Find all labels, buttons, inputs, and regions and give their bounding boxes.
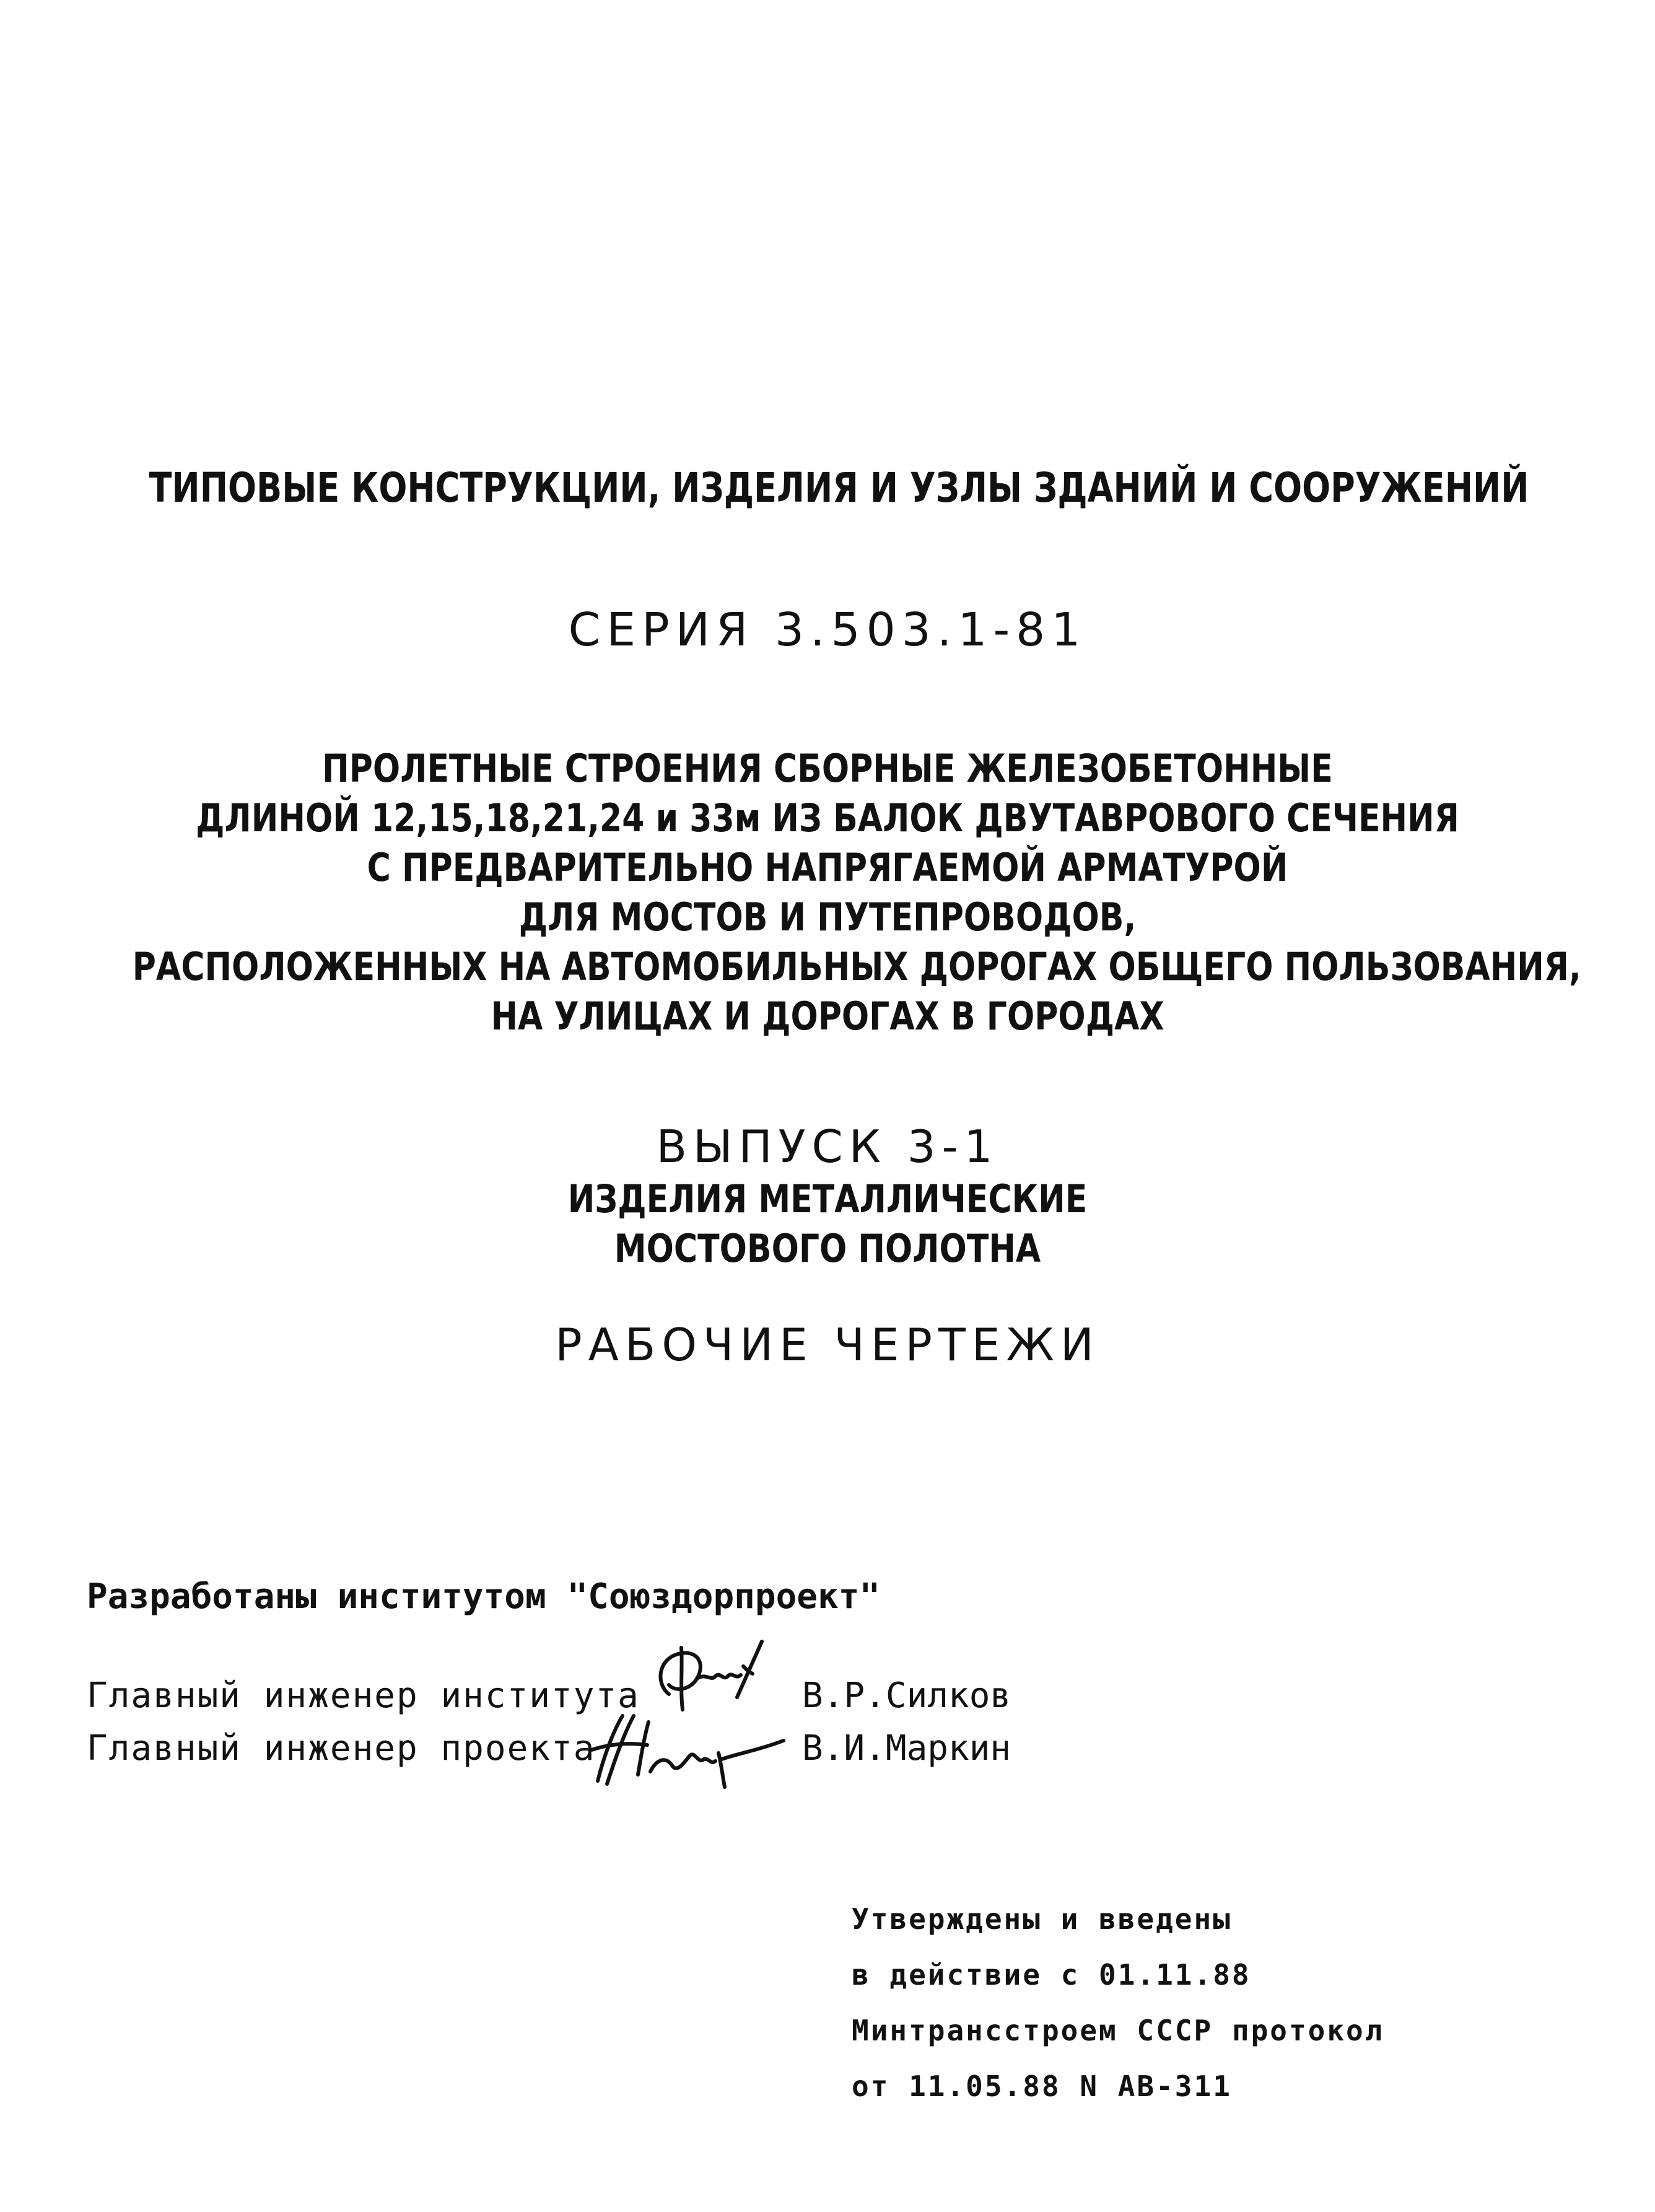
- description-line: ПРОЛЕТНЫЕ СТРОЕНИЯ СБОРНЫЕ ЖЕЛЕЗОБЕТОННЫЕ: [322, 746, 1333, 791]
- developed-by: Разработаны институтом "Союздорпроект": [87, 1576, 881, 1617]
- chief-engineer-project-name: В.И.Маркин: [802, 1728, 1011, 1768]
- document-type: РАБОЧИЕ ЧЕРТЕЖИ: [555, 1319, 1100, 1371]
- issue-title: ВЫПУСК 3-1: [656, 1121, 999, 1173]
- approval-line: Утверждены и введены: [852, 1902, 1232, 1936]
- description-line: РАСПОЛОЖЕННЫХ НА АВТОМОБИЛЬНЫХ ДОРОГАХ ОБЩЕГО ПОЛЬЗОВАНИЯ,: [132, 944, 1581, 989]
- series-code: СЕРИЯ 3.503.1-81: [568, 603, 1087, 657]
- chief-engineer-project-label: Главный инженер проекта: [87, 1728, 596, 1768]
- signature-markin: [579, 1707, 796, 1793]
- approval-line: в действие с 01.11.88: [852, 1958, 1251, 1991]
- description-line: ДЛЯ МОСТОВ И ПУТЕПРОВОДОВ,: [518, 894, 1137, 940]
- description-line: НА УЛИЦАХ И ДОРОГАХ В ГОРОДАХ: [491, 994, 1164, 1039]
- issue-subtitle-line: МОСТОВОГО ПОЛОТНА: [614, 1226, 1041, 1271]
- approval-line: Минтрансстроем СССР протокол: [852, 2014, 1384, 2047]
- chief-engineer-institute-name: В.Р.Силков: [802, 1676, 1011, 1716]
- series-title: ТИПОВЫЕ КОНСТРУКЦИИ, ИЗДЕЛИЯ И УЗЛЫ ЗДАНИЙ И СООРУЖЕНИЙ: [149, 464, 1529, 512]
- issue-subtitle-line: ИЗДЕЛИЯ МЕТАЛЛИЧЕСКИЕ: [567, 1176, 1088, 1222]
- description-line: ДЛИНОЙ 12,15,18,21,24 и 33м ИЗ БАЛОК ДВУТАВРОВОГО СЕЧЕНИЯ: [196, 795, 1459, 841]
- description-line: С ПРЕДВАРИТЕЛЬНО НАПРЯГАЕМОЙ АРМАТУРОЙ: [367, 845, 1288, 890]
- approval-line: от 11.05.88 N АВ-311: [852, 2070, 1232, 2103]
- chief-engineer-institute-label: Главный инженер института: [87, 1676, 640, 1716]
